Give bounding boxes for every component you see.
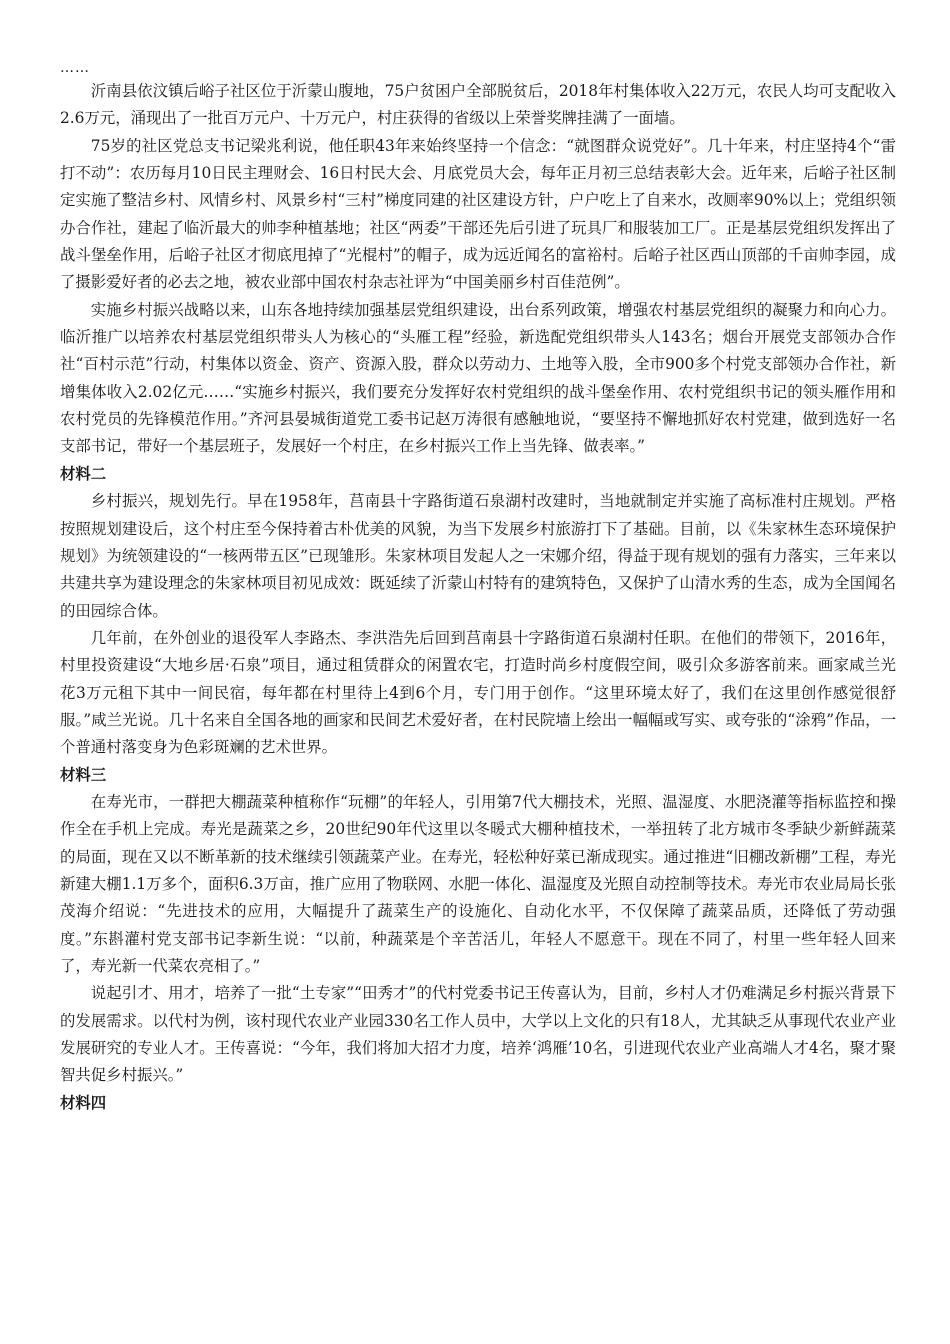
section-heading-material-4: 材料四 xyxy=(60,1093,107,1112)
section-heading-material-2: 材料二 xyxy=(60,464,107,483)
paragraph: 说起引才、用才，培养了一批“土专家”“田秀才”的代村党委书记王传喜认为，目前，乡村人才仍难满足乡村振兴背景下的发展需求。以代村为例，该村现代农业产业园330名工作人员中，大学以上文化的只有18人，尤其缺乏从事现代农业产业发展研究的专业人才。王传喜说：“今年，我们将加大招才力度，培养‘鸿雁’10名，引进现代农业产业高端人才4名，聚才聚智共促乡村振兴。” xyxy=(60,984,896,1085)
section-heading-material-3: 材料三 xyxy=(60,765,107,784)
paragraph: 实施乡村振兴战略以来，山东各地持续加强基层党组织建设，出台系列政策，增强农村基层党组织的凝聚力和向心力。临沂推广以培养农村基层党组织带头人为核心的“头雁工程”经验，新选配党组织带头人143名；烟台开展党支部领办合作社“百村示范”行动，村集体以资金、资产、资源入股，群众以劳动力、土地等入股，全市900多个村党支部领办合作社，新增集体收入2.02亿元……“实施乡村振兴，我们要充分发挥好农村党组织的战斗堡垒作用、农村党组织书记的领头雁作用和农村党员的先锋模范作用。”齐河县晏城街道党工委书记赵万涛很有感触地说，“要坚持不懈地抓好农村党建，做到选好一名支部书记，带好一个基层班子，发展好一个村庄，在乡村振兴工作上当先锋、做表率。” xyxy=(60,300,896,456)
paragraph: 乡村振兴，规划先行。早在1958年，莒南县十字路街道石泉湖村改建时，当地就制定并实施了高标准村庄规划。严格按照规划建设后，这个村庄至今保持着古朴优美的风貌，为当下发展乡村旅游打下了基础。目前，以《朱家林生态环境保护规划》为统领建设的“一核两带五区”已现雏形。朱家林项目发起人之一宋娜介绍，得益于现有规划的强有力落实，三年来以共建共享为建设理念的朱家林项目初见成效：既延续了沂蒙山村特有的建筑特色，又保护了山清水秀的生态，成为全国闻名的田园综合体。 xyxy=(60,492,896,620)
paragraph: 几年前，在外创业的退役军人李路杰、李洪浩先后回到莒南县十字路街道石泉湖村任职。在他们的带领下，2016年，村里投资建设“大地乡居·石泉”项目，通过租赁群众的闲置农宅，打造时尚乡村度假空间，吸引众多游客前来。画家咸兰光花3万元租下其中一间民宿，每年都在村里待上4到6个月，专门用于创作。“这里环境太好了，我们在这里创作感觉很舒服。”咸兰光说。几十名来自全国各地的画家和民间艺术爱好者，在村民院墙上绘出一幅幅或写实、或夸张的“涂鸦”作品，一个普通村落变身为色彩斑斓的艺术世界。 xyxy=(60,628,896,757)
paragraph: 75岁的社区党总支书记梁兆利说，他任职43年来始终坚持一个信念：“就图群众说党好”。几十年来，村庄坚持4个“雷打不动”：农历每月10日民主理财会、16日村民大会、月底党员大会，每年正月初三总结表彰大会。近年来，后峪子社区制定实施了整洁乡村、风情乡村、风景乡村“三村”梯度同建的社区建设方针，户户吃上了自来水，改厕率90%以上；党组织领办合作社，建起了临沂最大的帅李种植基地；社区“两委”干部还先后引进了玩具厂和服装加工厂。正是基层党组织发挥出了战斗堡垒作用，后峪子社区才彻底甩掉了“光棍村”的帽子，成为远近闻名的富裕村。后峪子社区西山顶部的千亩帅李园，成了摄影爱好者的必去之地，被农业部中国农村杂志社评为“中国美丽乡村百佳范例”。 xyxy=(60,136,896,292)
leading-ellipsis: …… xyxy=(60,60,90,76)
paragraph: 沂南县依汶镇后峪子社区位于沂蒙山腹地，75户贫困户全部脱贫后，2018年村集体收入22万元，农民人均可支配收入2.6万元，涌现出了一批百万元户、十万元户，村庄获得的省级以上荣誉奖牌挂满了一面墙。 xyxy=(60,82,896,128)
document-page xyxy=(60,58,896,1117)
paragraph: 在寿光市，一群把大棚蔬菜种植称作“玩棚”的年轻人，引用第7代大棚技术，光照、温湿度、水肥浇灌等指标监控和操作全在手机上完成。寿光是蔬菜之乡，20世纪90年代这里以冬暖式大棚种植技术，一举扭转了北方城市冬季缺少新鲜蔬菜的局面，现在又以不断革新的技术继续引领蔬菜产业。在寿光，轻松种好菜已渐成现实。通过推进“旧棚改新棚”工程，寿光新建大棚1.1万多个，面积6.3万亩，推广应用了物联网、水肥一体化、温湿度及光照自动控制等技术。寿光市农业局局长张茂海介绍说：“先进技术的应用，大幅提升了蔬菜生产的设施化、自动化水平，不仅保障了蔬菜品质，还降低了劳动强度。”东斟灌村党支部书记李新生说：“以前，种蔬菜是个辛苦活儿，年轻人不愿意干。现在不同了，村里一些年轻人回来了，寿光新一代菜农亮相了。” xyxy=(60,792,896,975)
